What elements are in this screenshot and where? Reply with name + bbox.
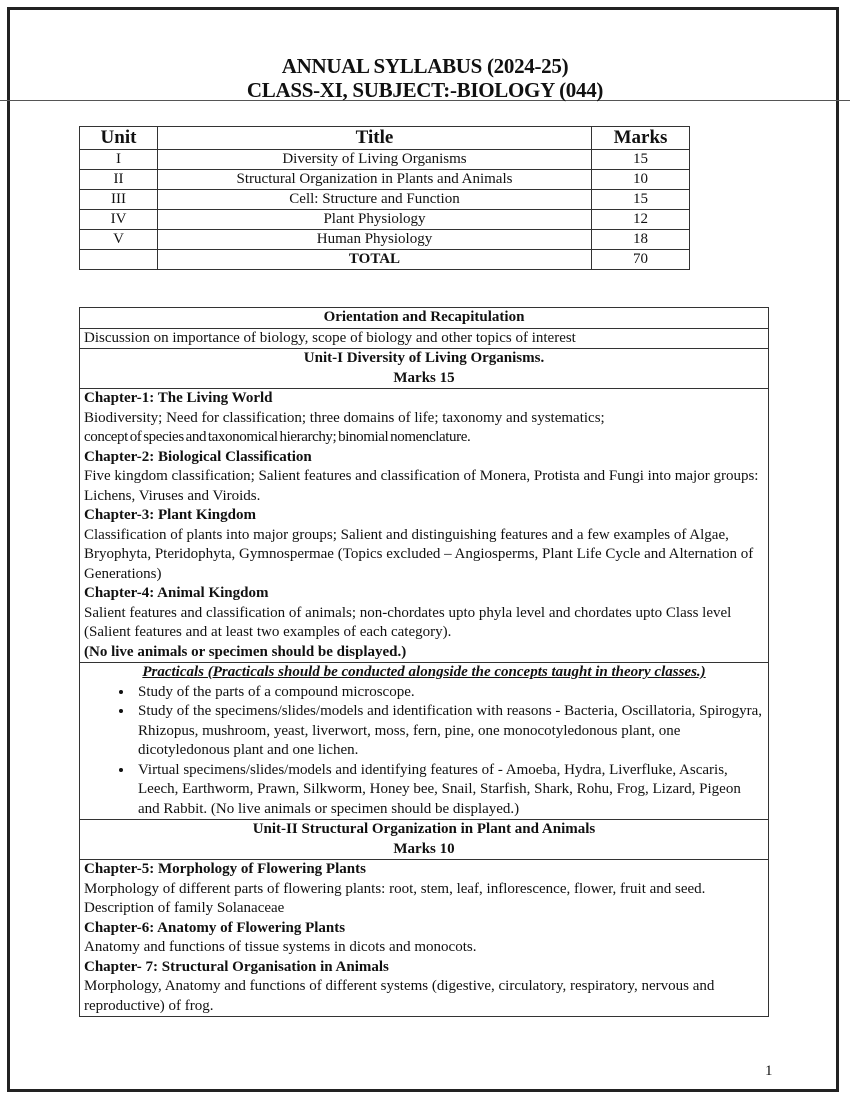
marks-cell: 10 <box>592 170 690 190</box>
marks-cell: 12 <box>592 210 690 230</box>
unit1-marks: Marks 15 <box>393 369 455 386</box>
unit-cell <box>80 250 158 270</box>
total-marks: 70 <box>592 250 690 270</box>
chapter-6-text: Anatomy and functions of tissue systems in dicots and monocots. <box>84 939 477 955</box>
marks-cell: 18 <box>592 230 690 250</box>
unit2-marks: Marks 10 <box>393 840 455 857</box>
chapter-2-title: Chapter-2: Biological Classification <box>84 448 312 465</box>
page-number: 1 <box>765 1063 773 1079</box>
unit2-content <box>80 859 768 1016</box>
total-label: TOTAL <box>158 250 592 270</box>
chapter-1-text-line1: Biodiversity; Need for classification; three domains of life; taxonomy and systematics; <box>84 409 605 426</box>
practicals-heading: Practicals (Practicals should be conducted alongside the concepts taught in theory classes.) <box>142 664 706 680</box>
practicals-list <box>84 683 764 820</box>
unit1-note: (No live animals or specimen should be displayed.) <box>84 643 407 660</box>
practical-item-text: Study of the specimens/slides/models and identification with reasons - Bacteria, Oscillatoria, Spirogyra, Rhizopus, mushroom, yeast, liverwort, moss, fern, pine, one monocotyledonous plant, one dicotyledonous plant and one lichen. <box>138 703 763 758</box>
document-title: ANNUAL SYLLABUS (2024-25) <box>281 54 569 78</box>
chapter-5-text: Morphology of different parts of flowering plants: root, stem, leaf, inflorescence, flower, fruit and seed. Description of family Solanaceae <box>84 880 706 916</box>
table-row <box>80 230 690 250</box>
title-cell: Structural Organization in Plants and Animals <box>158 170 592 190</box>
practical-item <box>134 761 764 820</box>
document-subtitle: CLASS-XI, SUBJECT:-BIOLOGY (044) <box>246 78 604 102</box>
marks-table <box>79 126 690 270</box>
table-row <box>80 170 690 190</box>
practical-item <box>134 702 764 761</box>
practical-item-text: Study of the parts of a compound microscope. <box>138 683 415 700</box>
chapter-4-title: Chapter-4: Animal Kingdom <box>84 585 269 601</box>
chapter-1-text-line2: concept of species and taxonomical hierarchy; binomial nomenclature. <box>84 429 471 445</box>
orientation-heading: Orientation and Recapitulation <box>323 309 525 325</box>
syllabus-table <box>79 307 769 1017</box>
unit-cell: IV <box>80 210 158 230</box>
unit1-heading-block <box>80 348 768 388</box>
practical-item-text: Virtual specimens/slides/models and identifying features of - Amoeba, Hydra, Liverfluke, Ascaris, Leech, Earthworm, Prawn, Silkworm, Honey bee, Snail, Starfish, Shark, Rohu, Frog, Lizard, Pigeon and Rabbit. (No live animals or specimen should be displayed.) <box>138 761 741 817</box>
unit2-heading-block <box>80 819 768 859</box>
unit-cell: V <box>80 230 158 250</box>
title-cell: Diversity of Living Organisms <box>158 150 592 170</box>
chapter-3-title: Chapter-3: Plant Kingdom <box>84 507 256 523</box>
chapter-6-title: Chapter-6: Anatomy of Flowering Plants <box>84 919 346 936</box>
table-row <box>80 190 690 210</box>
total-row <box>80 250 690 270</box>
marks-cell: 15 <box>592 150 690 170</box>
title-cell: Plant Physiology <box>158 210 592 230</box>
marks-table-header <box>80 127 690 150</box>
practicals-block <box>80 662 768 819</box>
unit-cell: III <box>80 190 158 210</box>
practical-item <box>134 683 764 703</box>
unit1-heading: Unit-I Diversity of Living Organisms. <box>303 350 545 366</box>
unit-cell: II <box>80 170 158 190</box>
chapter-3-text: Classification of plants into major groups; Salient and distinguishing features and a few examples of Algae, Bryophyta, Pteridophyta, Gymnospermae (Topics excluded – Angiosperms, Plant Life Cycle and Alternation of Generations) <box>84 526 754 582</box>
title-cell: Human Physiology <box>158 230 592 250</box>
chapter-5-title: Chapter-5: Morphology of Flowering Plants <box>84 861 366 877</box>
unit1-content <box>80 388 768 662</box>
chapter-1-title: Chapter-1: The Living World <box>84 390 273 406</box>
unit-cell: I <box>80 150 158 170</box>
unit2-heading: Unit-II Structural Organization in Plant and Animals <box>252 821 596 837</box>
table-row <box>80 150 690 170</box>
marks-cell: 15 <box>592 190 690 210</box>
chapter-4-text: Salient features and classification of animals; non-chordates upto phyla level and chordates upto Class level (Salient features and at least two examples of each category). <box>84 604 732 640</box>
chapter-2-text: Five kingdom classification; Salient features and classification of Monera, Protista and Fungi into major groups: Lichens, Viruses and Viroids. <box>84 468 759 504</box>
title-cell: Cell: Structure and Function <box>158 190 592 210</box>
header-unit: Unit <box>80 127 158 150</box>
chapter-7-text: Morphology, Anatomy and functions of different systems (digestive, circulatory, respiratory, nervous and reproductive) of frog. <box>84 978 715 1014</box>
orientation-text: Discussion on importance of biology, scope of biology and other topics of interest <box>80 328 768 349</box>
chapter-7-title: Chapter- 7: Structural Organisation in Animals <box>84 958 389 975</box>
table-row <box>80 210 690 230</box>
header-marks: Marks <box>592 127 690 150</box>
header-title: Title <box>158 127 592 150</box>
